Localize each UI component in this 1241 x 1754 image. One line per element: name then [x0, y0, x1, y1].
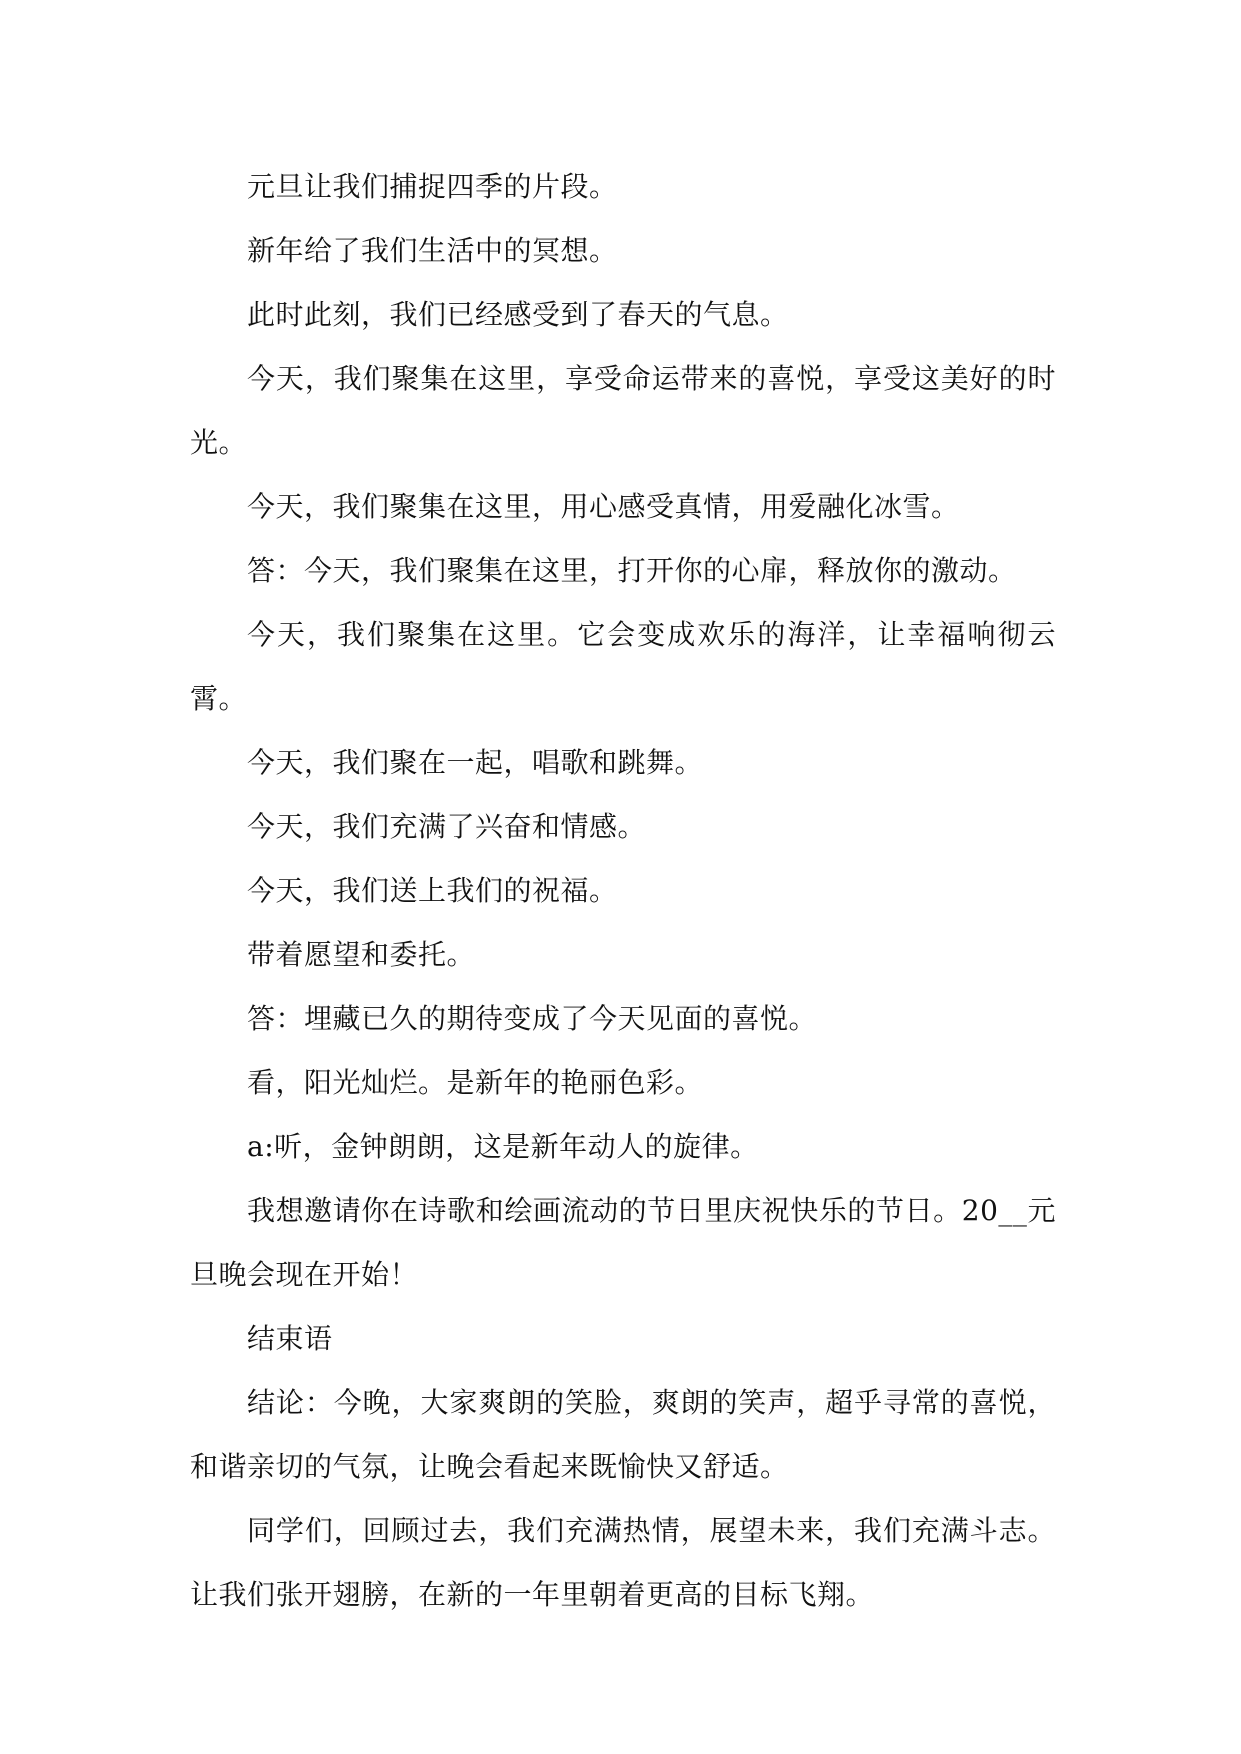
paragraph-2: 新年给了我们生活中的冥想。 [247, 234, 618, 267]
paragraph-11: 带着愿望和委托。 [247, 938, 476, 971]
paragraph-13: 看，阳光灿烂。是新年的艳丽色彩。 [247, 1066, 704, 1099]
paragraph-6: 答：今天，我们聚集在这里，打开你的心扉，释放你的激动。 [247, 554, 1017, 587]
paragraph-8: 今天，我们聚在一起，唱歌和跳舞。 [247, 746, 704, 779]
paragraph-9: 今天，我们充满了兴奋和情感。 [247, 810, 647, 843]
paragraph-18: 同学们，回顾过去，我们充满热情，展望未来，我们充满斗志。让我们张开翅膀，在新的一年里朝着更高的目标飞翔。 [190, 1514, 1056, 1611]
paragraph-7: 今天，我们聚集在这里。它会变成欢乐的海洋，让幸福响彻云霄。 [190, 618, 1056, 715]
paragraph-12: 答：埋藏已久的期待变成了今天见面的喜悦。 [247, 1002, 818, 1035]
paragraph-10: 今天，我们送上我们的祝福。 [247, 874, 618, 907]
paragraph-5: 今天，我们聚集在这里，用心感受真情，用爱融化冰雪。 [247, 490, 960, 523]
paragraph-15: 我想邀请你在诗歌和绘画流动的节日里庆祝快乐的节日。20__元旦晚会现在开始！ [190, 1194, 1056, 1291]
paragraph-17: 结论：今晚，大家爽朗的笑脸，爽朗的笑声，超乎寻常的喜悦，和谐亲切的气氛，让晚会看起来既愉快又舒适。 [190, 1386, 1056, 1483]
paragraph-14: a:听，金钟朗朗，这是新年动人的旋律。 [247, 1130, 759, 1163]
document-body [190, 155, 1056, 1627]
section-heading-closing: 结束语 [247, 1322, 333, 1355]
paragraph-1: 元旦让我们捕捉四季的片段。 [247, 170, 618, 203]
paragraph-4: 今天，我们聚集在这里，享受命运带来的喜悦，享受这美好的时光。 [190, 362, 1056, 459]
paragraph-3: 此时此刻，我们已经感受到了春天的气息。 [247, 298, 789, 331]
